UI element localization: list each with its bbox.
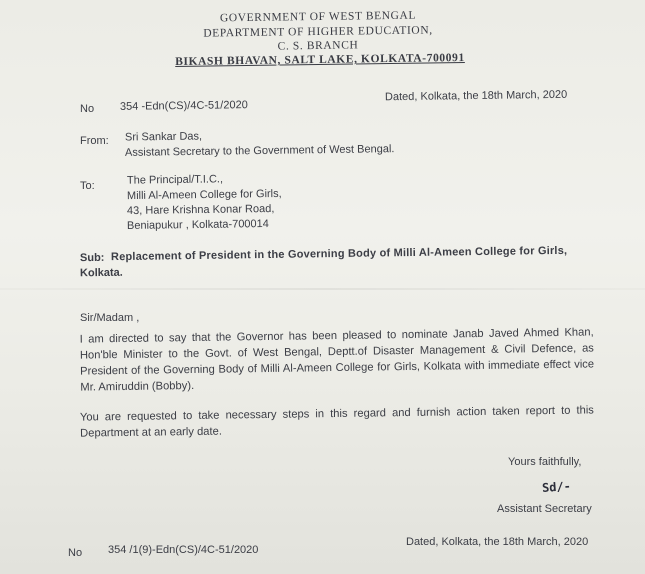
to-line4: Beniapukur , Kolkata-700014 (126, 218, 269, 232)
footer-memo-date: Dated, Kolkata, the 18th March, 2020 (406, 536, 589, 548)
to-line3: 43, Hare Krishna Konar Road, (126, 202, 275, 218)
subject-line2: Kolkata. (79, 266, 123, 280)
subject-label: Sub: (79, 251, 105, 265)
header-government: GOVERNMENT OF WEST BENGAL (219, 9, 417, 25)
subject-line1: Replacement of President in the Governing Body of Milli Al-Ameen College for Girls, (110, 244, 568, 264)
footer-memo-no-value: 354 /1(9)-Edn(CS)/4C-51/2020 (108, 544, 259, 556)
from-label: From: (80, 135, 109, 147)
header-branch: C. S. BRANCH (277, 39, 359, 53)
closing-designation: Assistant Secretary (497, 503, 592, 515)
memo-date: Dated, Kolkata, the 18th March, 2020 (384, 88, 568, 104)
to-line1: The Principal/T.I.C., (126, 173, 224, 187)
footer-memo-no-label: No (68, 547, 83, 559)
memo-no-label: No (80, 103, 95, 115)
body-paragraph-2: You are requested to take necessary steps in this regard and furnish action taken report to this Department at an early date. (79, 404, 594, 440)
to-line2: Milli Al-Ameen College for Girls, (126, 187, 282, 203)
to-label: To: (80, 180, 95, 192)
from-designation: Assistant Secretary to the Government of West Bengal. (124, 143, 395, 159)
body-paragraph-1: I am directed to say that the Governor has been pleased to nominate Janab Javed Ahmed Khan, Hon'ble Minister to the Govt. of West Bengal, Deptt.of Disaster Management & Civil Defence, as President of the Governing Body of Milli Al-Ameen College for Girls, Kolkata with immediate effect vice Mr. Amiruddin (Bobby). (79, 326, 595, 394)
from-name: Sri Sankar Das, (124, 130, 203, 144)
header-address: BIKASH BHAVAN, SALT LAKE, KOLKATA-700091 (175, 51, 465, 69)
paper-fold (0, 288, 645, 290)
header-department: DEPARTMENT OF HIGHER EDUCATION, (203, 24, 433, 40)
memo-no-value: 354 -Edn(CS)/4C-51/2020 (119, 99, 248, 113)
closing-yours-faithfully: Yours faithfully, (508, 456, 582, 468)
signature-mark: Sd/- (541, 479, 572, 495)
salutation: Sir/Madam , (80, 312, 140, 324)
